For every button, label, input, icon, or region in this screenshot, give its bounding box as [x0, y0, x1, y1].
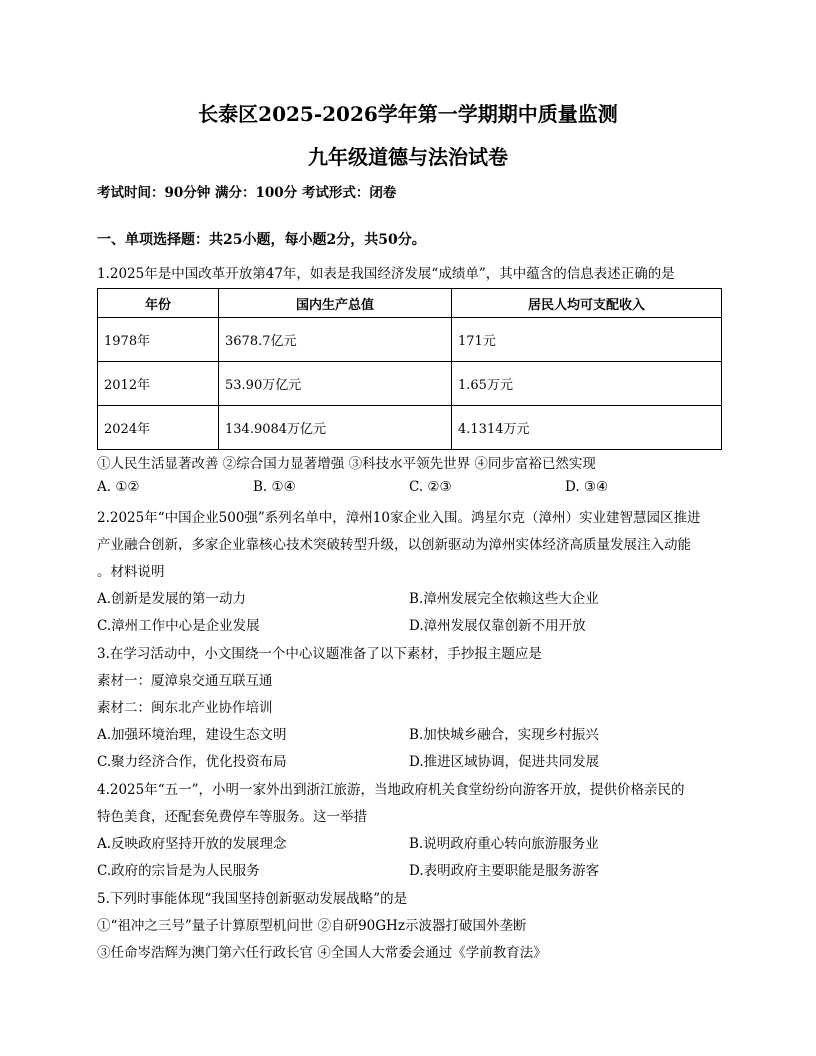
- question-4-line: 特色美食，还配套免费停车等服务。这一举措: [97, 809, 367, 825]
- option-b: B.加快城乡融合，实现乡村振兴: [409, 727, 599, 743]
- option-c: C. ②③: [409, 479, 452, 495]
- option-d: D. ③④: [565, 479, 609, 495]
- exam-title: 长泰区2025-2026学年第一学期期中质量监测: [198, 102, 618, 126]
- question-2-line: 产业融合创新，多家企业靠核心技术突破转型升级，以创新驱动为漳州实体经济高质量发展注入动能: [97, 537, 691, 553]
- table-row: [98, 406, 722, 450]
- table-cell: 3678.7亿元: [219, 318, 452, 362]
- table-row: [98, 318, 722, 362]
- table-row: [98, 362, 722, 406]
- option-b: B. ①④: [253, 479, 296, 495]
- option-c: C.聚力经济合作，优化投资布局: [97, 754, 287, 770]
- option-d: D.推进区域协调，促进共同发展: [409, 754, 600, 770]
- table-cell: 134.9084万亿元: [219, 406, 452, 450]
- material-2: 素材二：闽东北产业协作培训: [97, 700, 273, 716]
- table-header: 国内生产总值: [219, 289, 452, 318]
- option-d: D.表明政府主要职能是服务游客: [409, 863, 600, 879]
- option-c: C.漳州工作中心是企业发展: [97, 618, 260, 634]
- material-1: 素材一：厦漳泉交通互联互通: [97, 673, 273, 689]
- option-a: A.反映政府坚持开放的发展理念: [97, 836, 287, 852]
- table-cell: 53.90万亿元: [219, 362, 452, 406]
- table-cell: 1978年: [98, 318, 219, 362]
- question-3-stem: 3.在学习活动中，小文围绕一个中心议题准备了以下素材，手抄报主题应是: [97, 646, 542, 662]
- section-heading: 一、单项选择题：共25小题，每小题2分，共50分。: [97, 232, 426, 248]
- table-cell: 171元: [452, 318, 722, 362]
- table-cell: 4.1314万元: [452, 406, 722, 450]
- question-5-stem: 5.下列时事能体现“我国坚持创新驱动发展战略”的是: [97, 891, 408, 907]
- question-5-statements: ③任命岑浩辉为澳门第六任行政长官 ④全国人大常委会通过《学前教育法》: [97, 945, 547, 961]
- question-2-line: 2.2025年“中国企业500强”系列名单中，漳州10家企业入围。鸿星尔克（漳州）实业建智慧园区推进: [97, 510, 701, 526]
- option-a: A.加强环境治理，建设生态文明: [97, 727, 287, 743]
- question-1-stem: 1.2025年是中国改革开放第47年，如表是我国经济发展“成绩单”，其中蕴含的信息表述正确的是: [97, 266, 675, 282]
- option-d: D.漳州发展仅靠创新不用开放: [409, 618, 586, 634]
- exam-info: 考试时间：90分钟 满分：100分 考试形式：闭卷: [97, 185, 397, 201]
- option-c: C.政府的宗旨是为人民服务: [97, 863, 260, 879]
- question-1-statements: ①人民生活显著改善 ②综合国力显著增强 ③科技水平领先世界 ④同步富裕已然实现: [97, 456, 596, 472]
- question-4-line: 4.2025年“五一”，小明一家外出到浙江旅游，当地政府机关食堂纷纷向游客开放，提供价格亲民的: [97, 782, 685, 798]
- table-header: 年份: [98, 289, 219, 318]
- table-header-row: [98, 289, 722, 318]
- option-a: A. ①②: [97, 479, 140, 495]
- question-2-line: 。材料说明: [97, 564, 165, 580]
- question-5-statements: ①“祖冲之三号”量子计算原型机问世 ②自研90GHz示波器打破国外垄断: [97, 918, 527, 934]
- table-cell: 2012年: [98, 362, 219, 406]
- economy-table: [97, 288, 722, 450]
- table-cell: 2024年: [98, 406, 219, 450]
- exam-subtitle: 九年级道德与法治试卷: [308, 145, 508, 169]
- table-cell: 1.65万元: [452, 362, 722, 406]
- option-a: A.创新是发展的第一动力: [97, 591, 247, 607]
- table-header: 居民人均可支配收入: [452, 289, 722, 318]
- option-b: B.说明政府重心转向旅游服务业: [409, 836, 599, 852]
- option-b: B.漳州发展完全依赖这些大企业: [409, 591, 599, 607]
